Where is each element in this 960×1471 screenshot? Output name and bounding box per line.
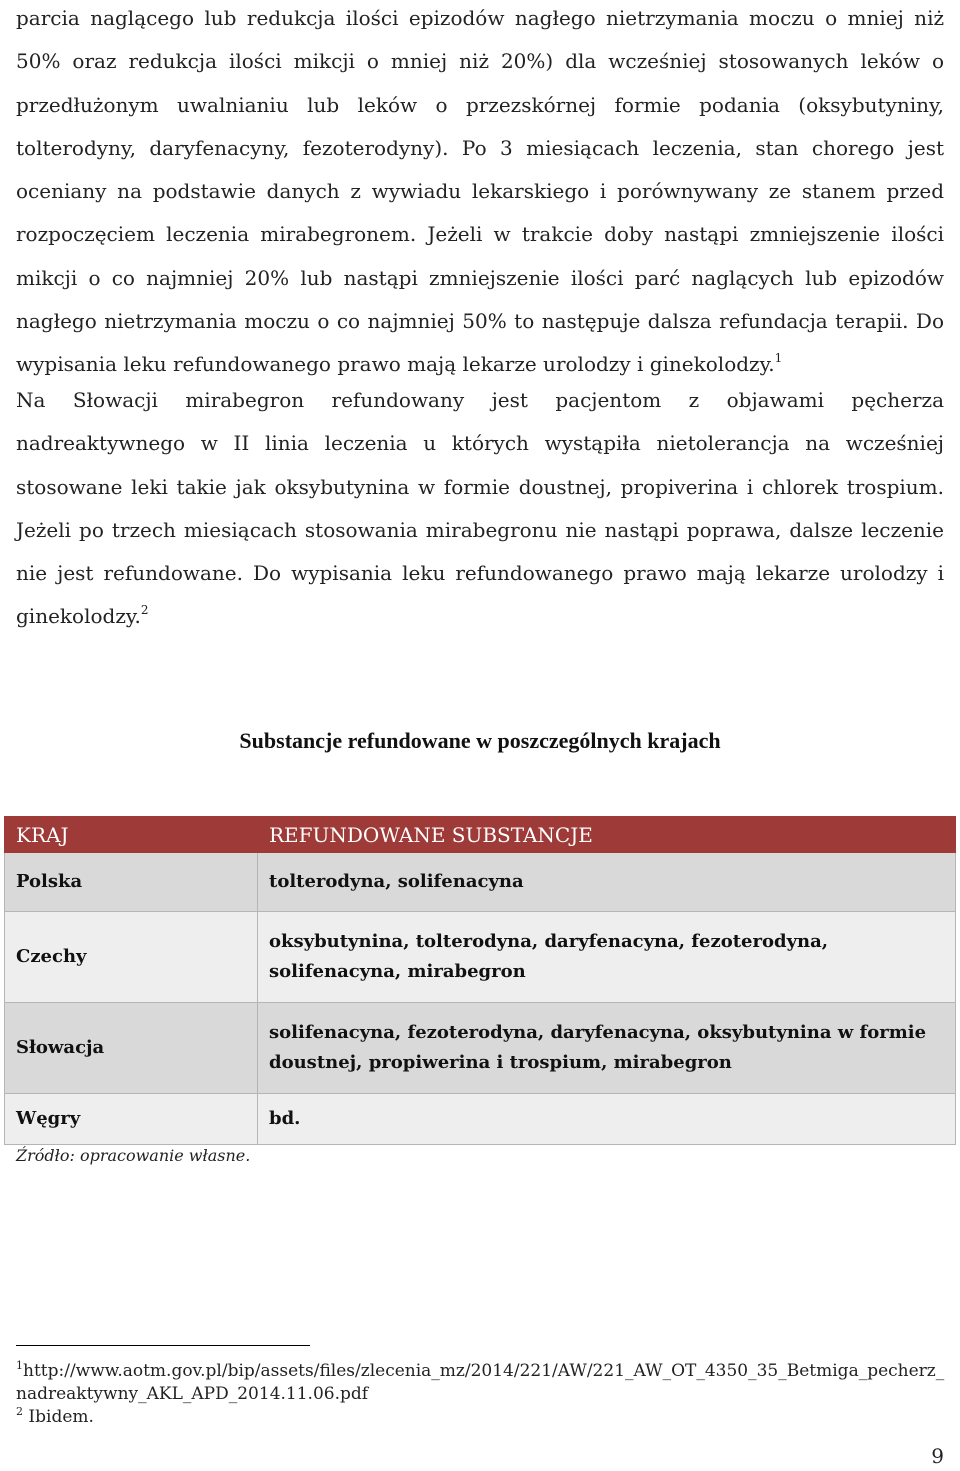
substances-cell: oksybutynina, tolterodyna, daryfenacyna, fezoterodyna, solifenacyna, mirabegron [258, 912, 956, 1003]
source-note: Źródło: opracowanie własne. [16, 1146, 251, 1165]
table-header-row [5, 817, 956, 853]
country-cell: Czechy [5, 912, 258, 1003]
table-row [5, 1003, 956, 1094]
body-paragraph [16, 0, 944, 387]
country-cell: Polska [5, 853, 258, 912]
substances-table [4, 816, 956, 1145]
footnote-text: Ibidem. [23, 1407, 94, 1427]
paragraph-text: parcia naglącego lub redukcja ilości epizodów nagłego nietrzymania moczu o mniej niż 50% oraz redukcja ilości mikcji o mniej niż 20%) dla wcześniej stosowanych leków o przedłużonym uwalnianiu lub leków o przezskórnej formie podania (oksybutyniny, tolterodyny, daryfenacyny, fezoterodyny). Po 3 miesiącach leczenia, stan chorego jest oceniany na podstawie danych z wywiadu lekarskiego i porównywany ze stanem przed rozpoczęciem leczenia mirabegronem. Jeżeli w trakcie doby nastąpi zmniejszenie ilości mikcji o co najmniej 20% lub nastąpi zmniejszenie ilości parć naglących lub epizodów nagłego nietrzymania moczu o co najmniej 50% to następuje dalsza refundacja terapii. Do wypisania leku refundowanego prawo mają lekarze urolodzy i ginekolodzy. [16, 6, 944, 377]
footnote-link[interactable]: http://www.aotm.gov.pl/bip/assets/files/zlecenia_mz/2014/221/AW/221_AW_OT_4350_35_Betmiga_pecherz_nadreaktywny_AKL_APD_2014.11.06.pdf [16, 1361, 945, 1404]
section-title: Substancje refundowane w poszczególnych krajach [239, 728, 721, 753]
footnote-number: 1 [16, 1359, 23, 1372]
footnote-2 [16, 1406, 946, 1429]
substances-cell: bd. [258, 1094, 956, 1145]
header-country: KRAJ [5, 817, 258, 853]
page-number: 9 [931, 1444, 944, 1468]
footnote-ref: 2 [140, 603, 149, 618]
footnote-1 [16, 1360, 946, 1406]
substances-cell: solifenacyna, fezoterodyna, daryfenacyna, oksybutynina w formie doustnej, propiwerina i trospium, mirabegron [258, 1003, 956, 1094]
table-row [5, 912, 956, 1003]
country-cell: Słowacja [5, 1003, 258, 1094]
substances-cell: tolterodyna, solifenacyna [258, 853, 956, 912]
table-row [5, 1094, 956, 1145]
footnote-divider [16, 1345, 310, 1346]
footnote-number: 2 [16, 1405, 23, 1418]
footnote-ref: 1 [774, 351, 783, 366]
paragraph-text: Na Słowacji mirabegron refundowany jest pacjentom z objawami pęcherza nadreaktywnego w II linia leczenia u których wystąpiła nietolerancja na wcześniej stosowane leki takie jak oksybutynina w formie doustnej, propiverina i chlorek trospium. Jeżeli po trzech miesiącach stosowania mirabegronu nie nastąpi poprawa, dalsze leczenie nie jest refundowane. Do wypisania leku refundowanego prawo mają lekarze urolodzy i ginekolodzy. [16, 388, 944, 629]
header-substances: REFUNDOWANE SUBSTANCJE [258, 817, 956, 853]
country-cell: Węgry [5, 1094, 258, 1145]
body-paragraph [16, 379, 944, 639]
table-row [5, 853, 956, 912]
footnotes [16, 1360, 946, 1429]
